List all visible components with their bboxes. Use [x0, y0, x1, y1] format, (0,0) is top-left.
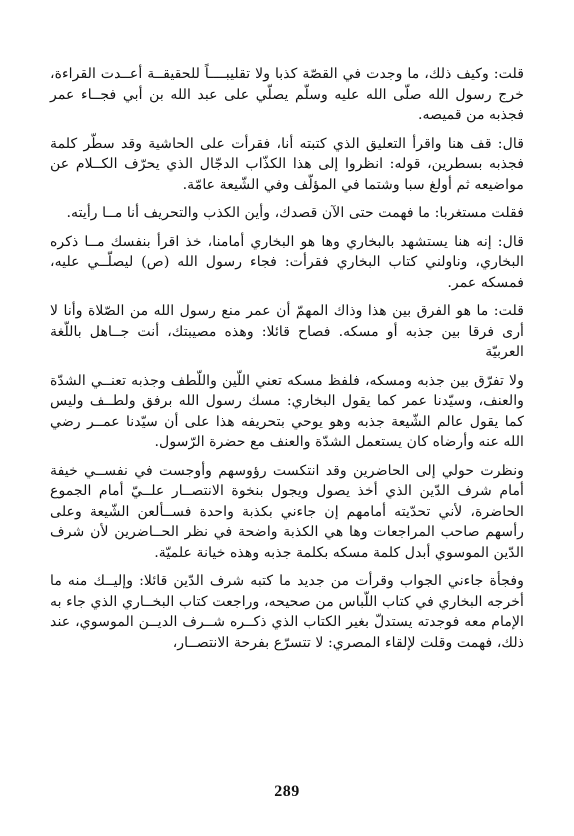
page-number: 289: [274, 783, 300, 800]
paragraph: ونظرت حولي إلى الحاضرين وقد انتكست رؤوسهم وأوجست في نفســي خيفة أمام شرف الدّين الذي أخذ يصول ويجول بنخوة الانتصــار علــيّ أمام الجموع الحاضرة، لأني تحدّيته أمامهم إن جاءني بكذبة واحدة فســألعن الشّيعة وعلى رأسهم صاحب المراجعات وها هي الكذبة واضحة في نظر الحــاضرين لأن شرف الدّين الموسوي أبدل كلمة مسكه بكلمة جذبه وهذه خيانة علميّة.: [50, 462, 524, 561]
paragraph: فقلت مستغربا: ما فهمت حتى الآن قصدك، وأين الكذب والتحريف أنا مــا رأيته.: [66, 205, 524, 221]
body-text: [50, 64, 524, 661]
paragraph: وفجأة جاءني الجواب وقرأت من جديد ما كتبه شرف الدّين قائلا: وإليــك منه ما أخرجه البخاري في كتاب اللّباس من صحيحه، وراجعت كتاب البخــاري الذي جاء به الإمام معه فوجدته يستدلّ بغير الكتاب الذي ذكــره شــرف الديــن الموسوي، عند ذلك، فهمت وقلت لإلقاء المصري: لا تتسرّع بفرحة الانتصــار،: [50, 573, 524, 651]
paragraph: قال: قف هنا واقرأ التعليق الذي كتبته أنا، فقرأت على الحاشية وقد سطّر كلمة فجذبه بسطرين، قوله: انظروا إلى هذا الكذّاب الدجّال الذي يحرّف الكــلام عن مواضيعه ثم أولغ سبا وشتما في المؤلّف وفي الشّيعة عامّة.: [50, 135, 524, 193]
paragraph: ولا تفرّق بين جذبه ومسكه، فلفظ مسكه تعني اللّين واللّطف وجذبه تعنــي الشدّة والعنف، وسيّدنا عمر كما يقول البخاري: مسك رسول الله برفق ولطــف وليس كما يقول عالم الشّيعة جذبه وهو يوحي بتحريفه هذا على أن سيّدنا عمــر رضي الله عنه وأرضاه كان يستعمل الشدّة والعنف مع حضرة الرّسول.: [50, 372, 524, 450]
paragraph: قلت: وكيف ذلك، ما وجدت في القصّة كذبا ولا تقليبــــاً للحقيقــة أعــدت القراءة، خرج رسول الله صلّى الله عليه وسلّم يصلّي على عبد الله بن أبي فجــاء عمر فجذبه من قميصه.: [50, 66, 524, 123]
paragraph: قلت: ما هو الفرق بين هذا وذاك المهمّ أن عمر منع رسول الله من الصّلاة وأنا لا أرى فرقا بين جذبه أو مسكه. فصاح قائلا: وهذه مصيبتك، أنت جــاهل باللّغة العربيّة: [50, 303, 524, 360]
paragraph: قال: إنه هنا يستشهد بالبخاري وها هو البخاري أمامنا، خذ اقرأ بنفسك مــا ذكره البخاري، وناولني كتاب البخاري فقرأت: فجاء رسول الله (ص) ليصلّــي عليه، فمسكه عمر.: [50, 233, 524, 291]
